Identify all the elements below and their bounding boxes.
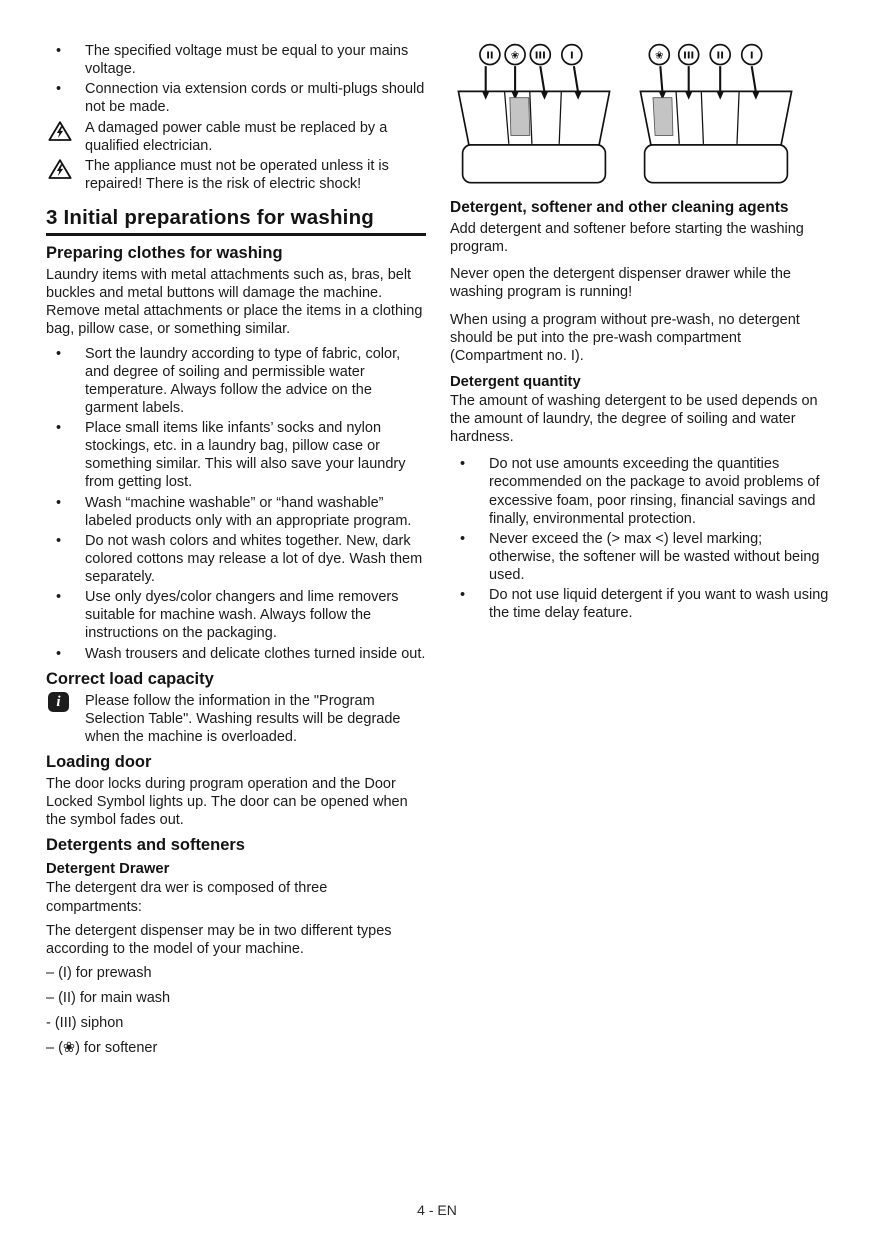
load-capacity-heading: Correct load capacity (46, 669, 214, 688)
warning-item (46, 119, 426, 155)
compartment-item: – (II) for main wash (46, 990, 171, 1006)
warning-item (46, 157, 426, 193)
bullet-marker (46, 645, 85, 663)
list-item (46, 588, 426, 642)
right-column (450, 42, 830, 1064)
compartment-label: II (486, 50, 494, 62)
softener-flower-label: ❀ (655, 50, 664, 62)
warning-text: A damaged power cable must be replaced by a qualified electrician. (85, 119, 388, 154)
info-icon (48, 692, 69, 712)
compartment-item: – (❀) for softener (46, 1040, 158, 1057)
electric-warning-icon (46, 119, 85, 155)
bullet-marker (46, 42, 85, 78)
bullet-text: Wash trousers and delicate clothes turned inside out. (85, 645, 426, 662)
page-columns (46, 42, 830, 1064)
compartment-label: III (683, 50, 695, 62)
page-footer: 4 - EN (417, 1202, 457, 1218)
detergent-drawer-diagrams (450, 42, 830, 189)
bullet-marker (46, 532, 85, 586)
left-column (46, 42, 426, 1064)
bullet-marker (46, 588, 85, 642)
list-item (450, 530, 830, 584)
info-note (46, 692, 426, 746)
bullet-marker (46, 419, 85, 492)
detergent-quantity-heading: Detergent quantity (450, 373, 581, 390)
safety-bullet-item (46, 42, 426, 78)
list-item (46, 532, 426, 586)
bullet-marker (46, 494, 85, 530)
bullet-text: Never exceed the (> max <) level marking; otherwise, the softener will be wasted without being used. (489, 530, 820, 583)
detergent-drawer-diagram-1 (450, 42, 618, 189)
safety-bullet-item (46, 80, 426, 116)
paragraph: Laundry items with metal attachments such as, bras, belt buckles and metal buttons will damage the machine. Remove metal attachments or place the items in a clothing bag, pillow case, or something similar. (46, 267, 423, 338)
section-heading: 3 Initial preparations for washing (46, 206, 426, 236)
list-item (46, 419, 426, 492)
paragraph: The amount of washing detergent to be used depends on the amount of laundry, the degree of soiling and water hardness. (450, 392, 818, 446)
paragraph: Never open the detergent dispenser drawer while the washing program is running! (450, 266, 791, 301)
bullet-marker (450, 530, 489, 584)
loading-door-heading: Loading door (46, 753, 152, 771)
list-item (450, 455, 830, 528)
bullet-text: Place small items like infants’ socks and nylon stockings, etc. in a laundry bag, pillow case or something similar. This will also save your laundry from getting lost. (85, 420, 406, 491)
compartment-label: I (749, 50, 754, 62)
info-text: Please follow the information in the "Program Selection Table". Washing results will be degrade when the machine is overloaded. (85, 692, 401, 745)
compartment-label: III (534, 50, 546, 62)
cleaning-agents-heading: Detergent, softener and other cleaning agents (450, 199, 789, 216)
bullet-marker (46, 345, 85, 418)
warning-text: The appliance must not be operated unless it is repaired! There is the risk of electric shock! (85, 157, 389, 192)
compartment-item: - (III) siphon (46, 1015, 124, 1032)
bullet-text: Do not use amounts exceeding the quantities recommended on the package to avoid problems of excessive foam, poor rinsing, financial savings and finally, environmental protection. (489, 456, 820, 527)
paragraph: When using a program without pre-wash, no detergent should be put into the pre-wash compartment (Compartment no. I). (450, 311, 800, 364)
list-item (46, 645, 426, 663)
preparing-clothes-heading: Preparing clothes for washing (46, 244, 283, 262)
paragraph: The detergent dispenser may be in two different types according to the model of your machine. (46, 922, 392, 957)
paragraph: Add detergent and softener before starting the washing program. (450, 221, 804, 256)
bullet-marker (46, 80, 85, 116)
bullet-marker (450, 586, 489, 622)
detergent-drawer-diagram-2 (632, 42, 800, 189)
detergents-heading: Detergents and softeners (46, 836, 245, 855)
bullet-text: Do not wash colors and whites together. New, dark colored cottons may release a lot of dye. Wash them separately. (85, 532, 423, 585)
softener-flower-label: ❀ (510, 50, 520, 62)
list-item (46, 494, 426, 530)
bullet-text: Use only dyes/color changers and lime removers suitable for machine wash. Always follow the instructions on the packaging. (85, 589, 399, 642)
bullet-marker (450, 455, 489, 528)
bullet-text: The specified voltage must be equal to your mains voltage. (85, 43, 409, 78)
compartment-label: I (569, 50, 574, 62)
electric-warning-icon (46, 157, 85, 193)
bullet-text: Sort the laundry according to type of fabric, color, and degree of soiling and permissible water temperature. Always follow the advice on the garment labels. (85, 345, 401, 416)
paragraph: The detergent dra wer is composed of three compartments: (46, 880, 328, 915)
compartment-item: – (I) for prewash (46, 964, 152, 981)
bullet-text: Do not use liquid detergent if you want to wash using the time delay feature. (489, 587, 829, 622)
paragraph: The door locks during program operation and the Door Locked Symbol lights up. The door can be opened when the symbol fades out. (46, 776, 408, 829)
list-item (450, 586, 830, 622)
bullet-text: Wash “machine washable” or “hand washable” labeled products only with an appropriate program. (85, 494, 412, 529)
bullet-text: Connection via extension cords or multi-plugs should not be made. (85, 81, 425, 116)
detergent-drawer-heading: Detergent Drawer (46, 861, 170, 878)
compartment-label: II (716, 50, 724, 62)
list-item (46, 345, 426, 418)
